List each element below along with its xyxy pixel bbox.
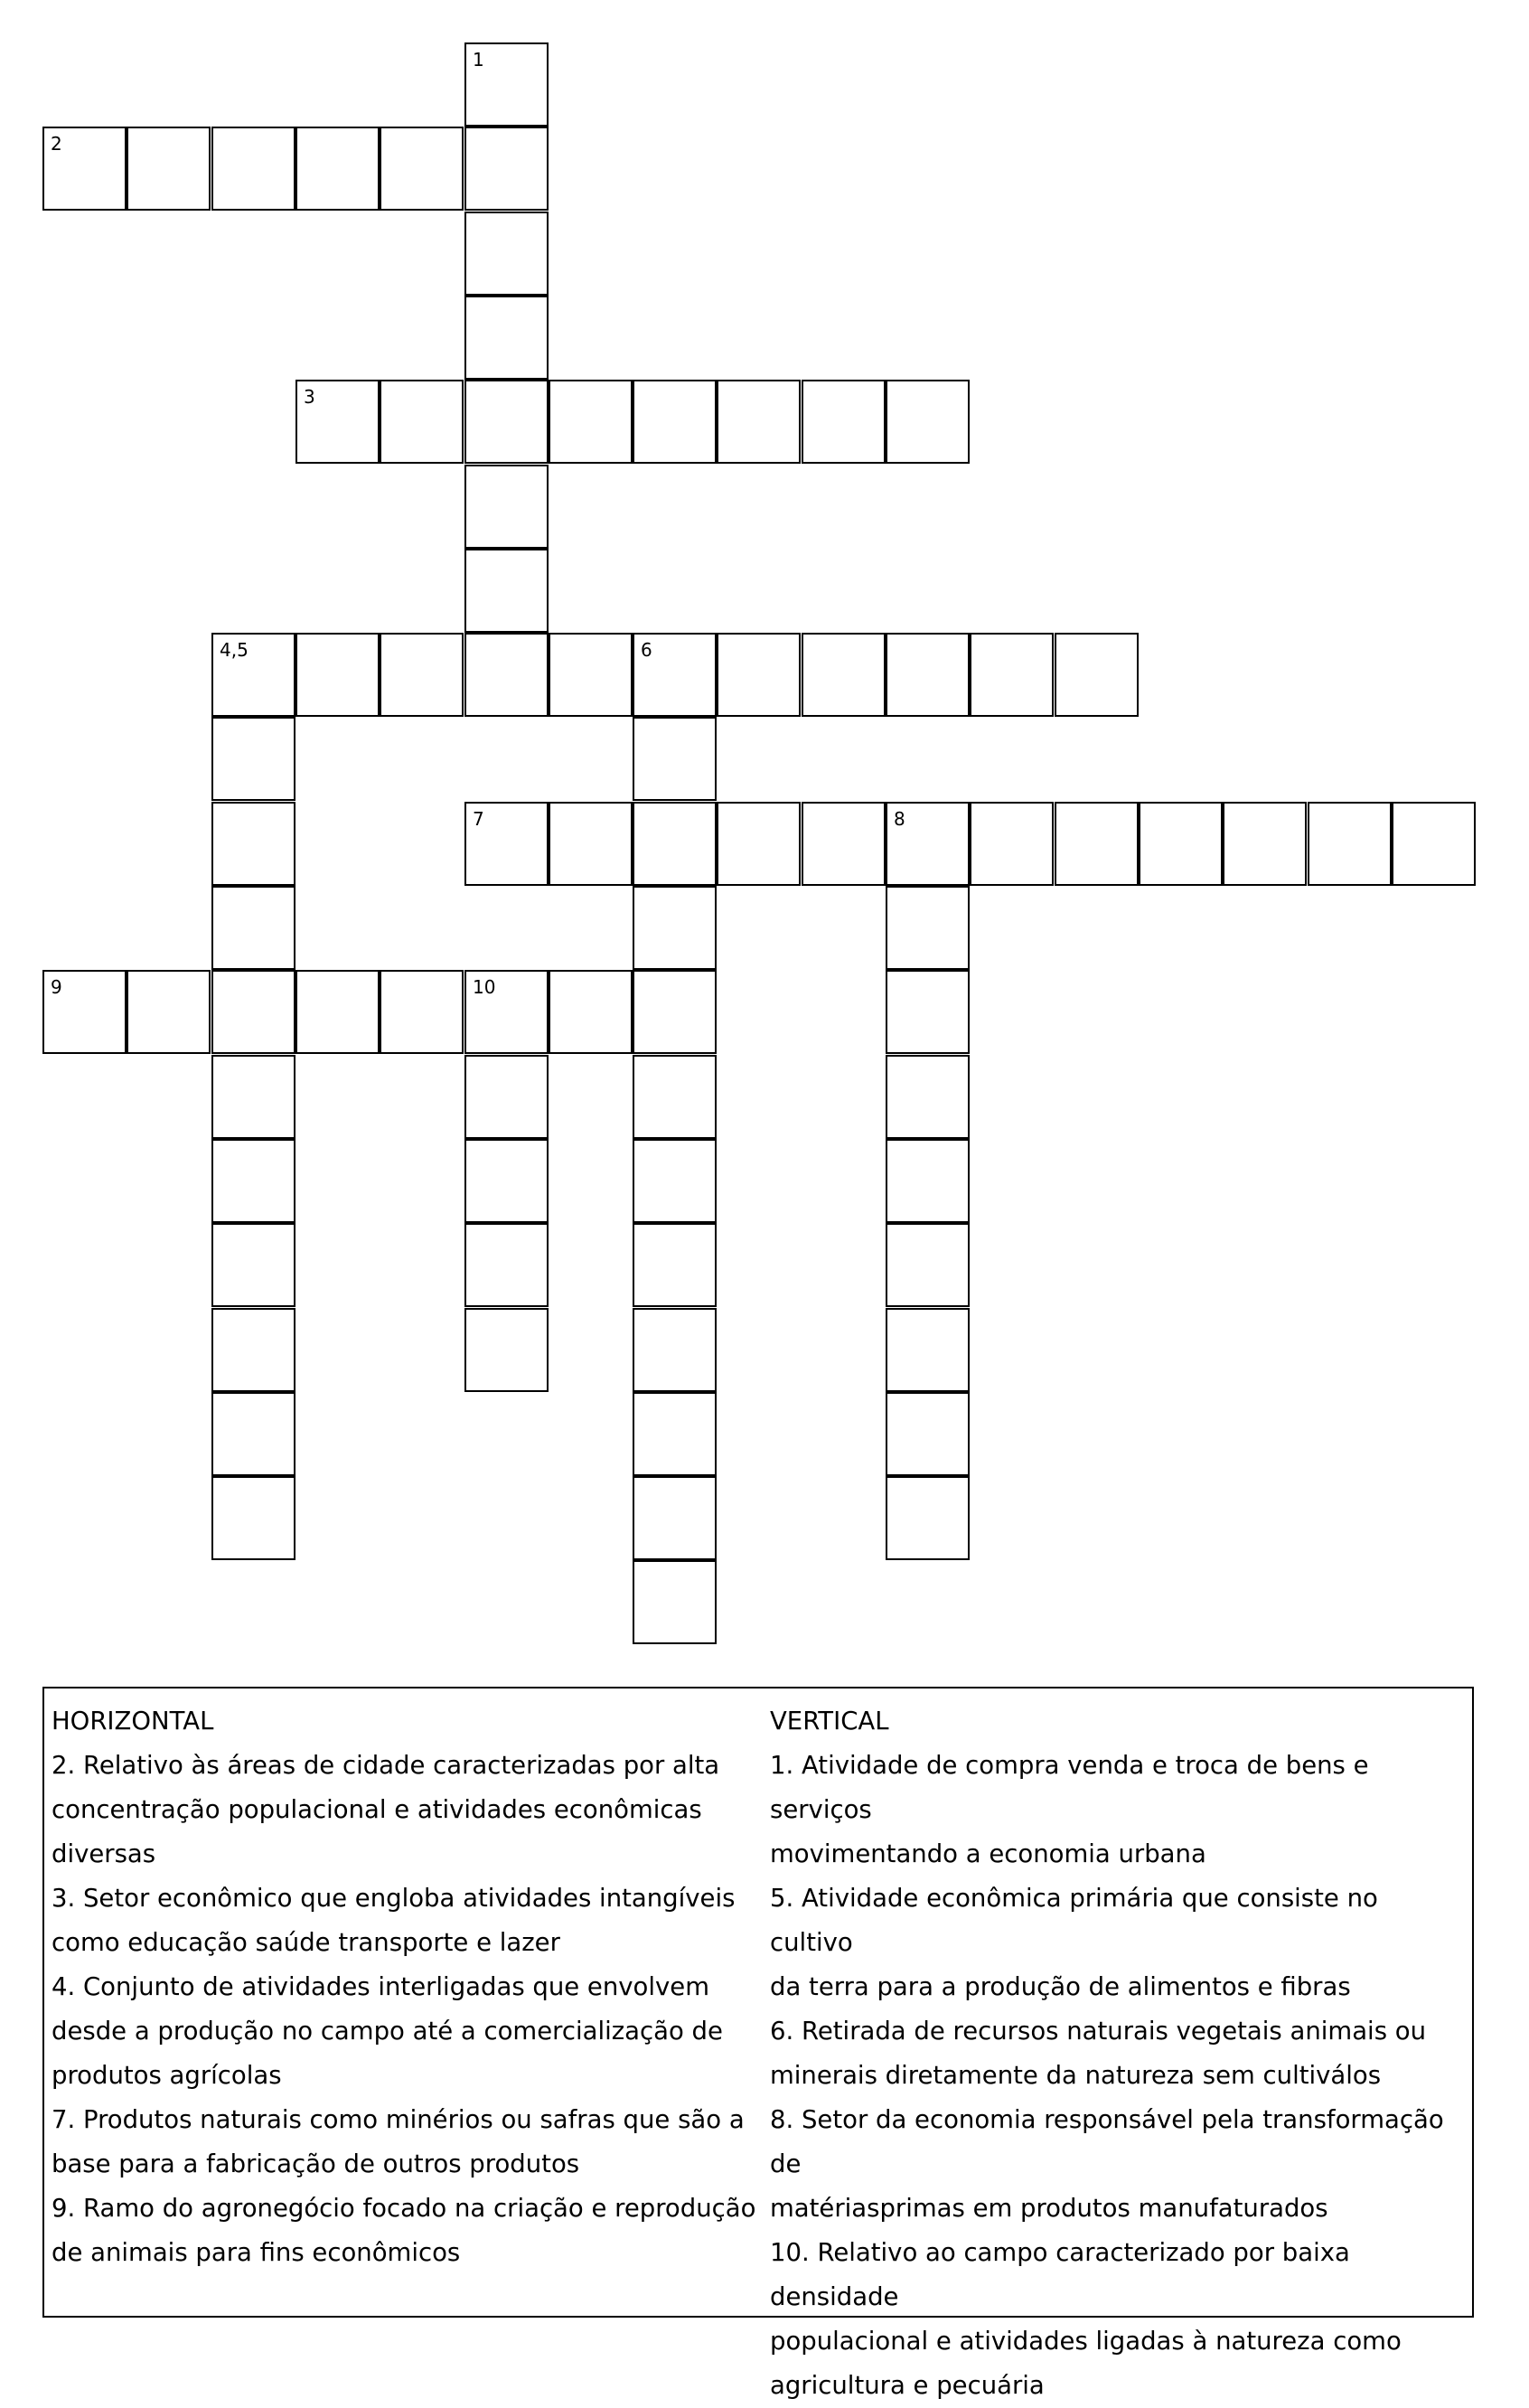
crossword-cell[interactable] — [295, 633, 380, 717]
vertical-heading: VERTICAL — [770, 1707, 889, 1735]
crossword-cell[interactable] — [549, 633, 633, 717]
crossword-cell[interactable] — [464, 296, 549, 380]
vertical-clue-line: 5. Atividade econômica primária que consiste no cultivo — [770, 1884, 1378, 1957]
horizontal-clue-line: 4. Conjunto de atividades interligadas que envolvem — [52, 1972, 709, 2001]
crossword-cell[interactable] — [464, 1055, 549, 1139]
crossword-cell[interactable] — [380, 380, 464, 464]
crossword-cell[interactable] — [633, 380, 717, 464]
crossword-cell[interactable] — [464, 1223, 549, 1307]
crossword-cell[interactable] — [380, 127, 464, 211]
horizontal-clue-line: diversas — [52, 1839, 156, 1868]
horizontal-clue-line: 2. Relativo às áreas de cidade caracterizadas por alta — [52, 1751, 720, 1780]
crossword-cell[interactable] — [549, 380, 633, 464]
horizontal-clue-line: como educação saúde transporte e lazer — [52, 1928, 560, 1957]
horizontal-heading: HORIZONTAL — [52, 1707, 214, 1735]
clue-number: 1 — [473, 49, 484, 71]
crossword-cell[interactable] — [886, 380, 970, 464]
crossword-cell[interactable] — [211, 970, 295, 1054]
clue-number: 9 — [51, 976, 62, 998]
crossword-cell[interactable] — [464, 42, 549, 127]
vertical-clue-line: populacional e atividades ligadas à natureza como — [770, 2327, 1402, 2356]
crossword-cell[interactable] — [211, 1055, 295, 1139]
crossword-cell[interactable] — [802, 380, 886, 464]
crossword-cell[interactable] — [211, 717, 295, 801]
crossword-cell[interactable] — [380, 633, 464, 717]
crossword-cell[interactable] — [127, 127, 211, 211]
crossword-cell[interactable] — [886, 1308, 970, 1392]
crossword-cell[interactable] — [464, 127, 549, 211]
crossword-cell[interactable] — [464, 970, 549, 1054]
crossword-cell[interactable] — [464, 802, 549, 886]
crossword-cell[interactable] — [633, 633, 717, 717]
vertical-clue-line: 8. Setor da economia responsável pela transformação de — [770, 2105, 1444, 2178]
crossword-cell[interactable] — [1392, 802, 1476, 886]
crossword-cell[interactable] — [633, 1055, 717, 1139]
crossword-cell[interactable] — [886, 633, 970, 717]
clue-number: 7 — [473, 808, 484, 830]
crossword-cell[interactable] — [464, 212, 549, 296]
crossword-cell[interactable] — [633, 1139, 717, 1223]
vertical-clue-line: 10. Relativo ao campo caracterizado por baixa densidade — [770, 2238, 1350, 2311]
crossword-cell[interactable] — [211, 802, 295, 886]
crossword-cell[interactable] — [211, 886, 295, 970]
crossword-cell[interactable] — [211, 1476, 295, 1560]
crossword-cell[interactable] — [633, 802, 717, 886]
vertical-clue-line: 6. Retirada de recursos naturais vegetais animais ou — [770, 2017, 1427, 2046]
clue-number: 3 — [304, 386, 315, 408]
horizontal-clue-line: de animais para fins econômicos — [52, 2238, 461, 2267]
horizontal-clue-line: produtos agrícolas — [52, 2061, 282, 2090]
vertical-clue-line: da terra para a produção de alimentos e fibras — [770, 1972, 1351, 2001]
crossword-cell[interactable] — [802, 633, 886, 717]
crossword-cell[interactable] — [464, 1308, 549, 1392]
vertical-clue-line: 1. Atividade de compra venda e troca de bens e serviços — [770, 1751, 1369, 1824]
crossword-cell[interactable] — [211, 1308, 295, 1392]
crossword-cell[interactable] — [633, 886, 717, 970]
crossword-cell[interactable] — [42, 127, 127, 211]
horizontal-clue-line: 3. Setor econômico que engloba atividades intangíveis — [52, 1884, 736, 1913]
clue-number: 8 — [894, 808, 905, 830]
crossword-cell[interactable] — [1055, 633, 1139, 717]
crossword-cell[interactable] — [970, 633, 1054, 717]
crossword-cell[interactable] — [380, 970, 464, 1054]
clue-number: 10 — [473, 976, 496, 998]
clue-number: 6 — [641, 639, 652, 661]
crossword-cell[interactable] — [1139, 802, 1223, 886]
crossword-cell[interactable] — [42, 970, 127, 1054]
crossword-cell[interactable] — [633, 1476, 717, 1560]
clues-box — [42, 1687, 1474, 2400]
crossword-cell[interactable] — [633, 970, 717, 1054]
crossword-cell[interactable] — [970, 802, 1054, 886]
crossword-cell[interactable] — [549, 970, 633, 1054]
crossword-cell[interactable] — [211, 127, 295, 211]
horizontal-clue-line: 7. Produtos naturais como minérios ou safras que são a — [52, 2105, 745, 2134]
crossword-cell[interactable] — [886, 1476, 970, 1560]
crossword-cell[interactable] — [802, 802, 886, 886]
vertical-clue-line: movimentando a economia urbana — [770, 1839, 1206, 1868]
vertical-clue-line: minerais diretamente da natureza sem cultiválos — [770, 2061, 1382, 2090]
crossword-cell[interactable] — [633, 717, 717, 801]
crossword-cell[interactable] — [633, 1560, 717, 1644]
crossword-cell[interactable] — [886, 970, 970, 1054]
crossword-cell[interactable] — [633, 1308, 717, 1392]
clue-number: 2 — [51, 133, 62, 155]
crossword-cell[interactable] — [211, 1223, 295, 1307]
crossword-cell[interactable] — [717, 380, 801, 464]
crossword-cell[interactable] — [886, 802, 970, 886]
crossword-cell[interactable] — [211, 633, 295, 717]
crossword-cell[interactable] — [633, 1223, 717, 1307]
crossword-cell[interactable] — [1308, 802, 1392, 886]
crossword-cell[interactable] — [295, 127, 380, 211]
horizontal-clue-line: base para a fabricação de outros produtos — [52, 2149, 580, 2178]
crossword-cell[interactable] — [211, 1392, 295, 1476]
crossword-cell[interactable] — [211, 1139, 295, 1223]
crossword-cell[interactable] — [295, 380, 380, 464]
crossword-cell[interactable] — [127, 970, 211, 1054]
crossword-cell[interactable] — [886, 886, 970, 970]
crossword-cell[interactable] — [886, 1223, 970, 1307]
crossword-cell[interactable] — [464, 1139, 549, 1223]
vertical-clue-line: matériasprimas em produtos manufaturados — [770, 2194, 1328, 2223]
crossword-cell[interactable] — [633, 1392, 717, 1476]
horizontal-clues — [52, 1699, 756, 2275]
crossword-cell[interactable] — [886, 1055, 970, 1139]
crossword-cell[interactable] — [1223, 802, 1307, 886]
crossword-cell[interactable] — [717, 802, 801, 886]
horizontal-clue-line: 9. Ramo do agronegócio focado na criação e reprodução — [52, 2194, 756, 2223]
crossword-cell[interactable] — [1055, 802, 1139, 886]
crossword-cell[interactable] — [549, 802, 633, 886]
crossword-cell[interactable] — [464, 633, 549, 717]
crossword-cell[interactable] — [717, 633, 801, 717]
crossword-cell[interactable] — [464, 465, 549, 549]
crossword-cell[interactable] — [886, 1392, 970, 1476]
horizontal-clue-line: concentração populacional e atividades econômicas — [52, 1795, 702, 1824]
clue-number: 4,5 — [220, 639, 249, 661]
vertical-clue-line: agricultura e pecuária — [770, 2371, 1045, 2400]
crossword-cell[interactable] — [464, 380, 549, 464]
vertical-clues — [770, 1699, 1466, 2408]
horizontal-clue-line: desde a produção no campo até a comercialização de — [52, 2017, 723, 2046]
crossword-cell[interactable] — [464, 549, 549, 633]
crossword-cell[interactable] — [886, 1139, 970, 1223]
crossword-cell[interactable] — [295, 970, 380, 1054]
